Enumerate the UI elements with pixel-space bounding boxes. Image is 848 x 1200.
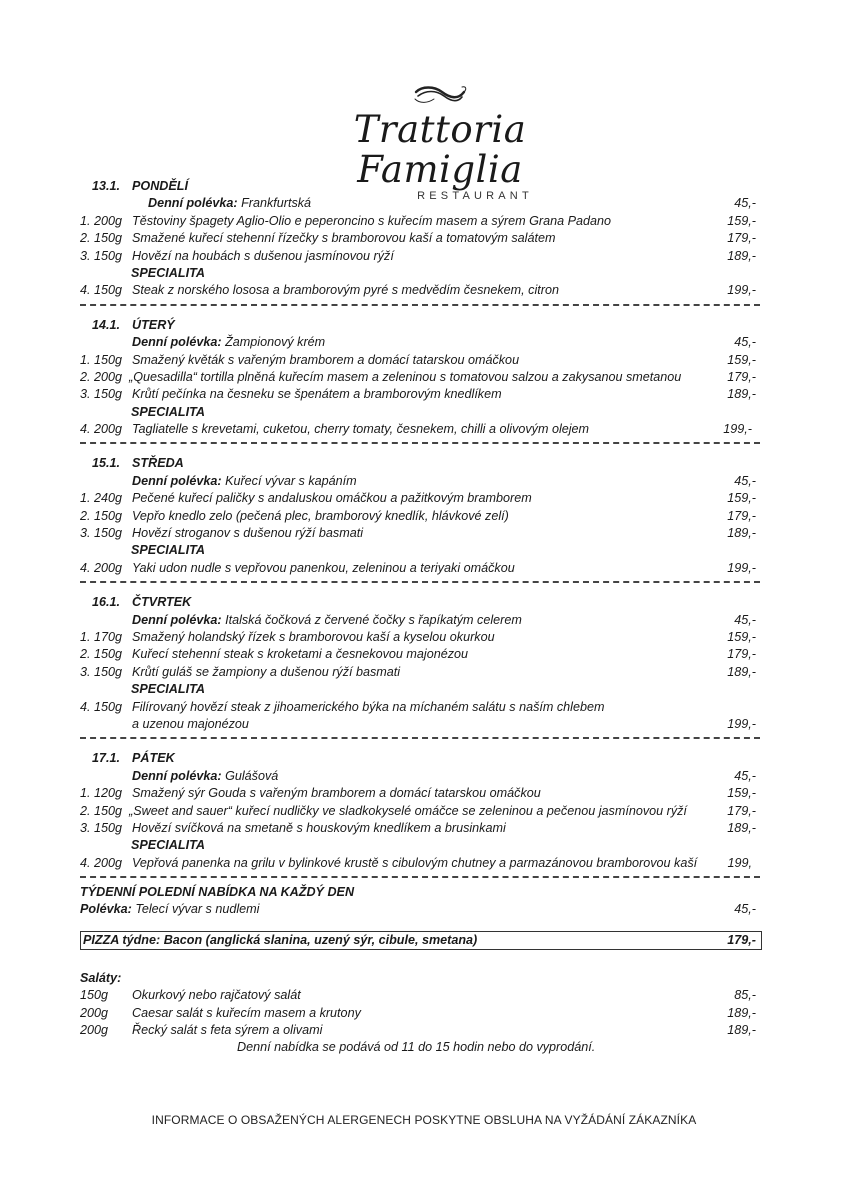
item-number-weight: 1. 200g bbox=[80, 213, 123, 228]
soup-text bbox=[132, 768, 278, 785]
menu-item bbox=[80, 785, 760, 802]
day-date: 15.1. bbox=[92, 456, 121, 471]
dashed-divider bbox=[80, 577, 760, 589]
soup-label: Denní polévka: bbox=[148, 196, 238, 211]
day-date: 17.1. bbox=[92, 751, 121, 766]
item-description: „Sweet and sauer“ kuřecí nudličky ve sladkokyselé omáčce se zeleninou a pečenou jasmínovou rýží bbox=[129, 803, 687, 818]
soup-price: 45,- bbox=[734, 196, 756, 211]
item-number-weight: 4. 200g bbox=[80, 422, 123, 437]
item-description: Smažený květák s vařeným bramborem a domácí tatarskou omáčkou bbox=[132, 352, 520, 367]
day-header bbox=[80, 317, 760, 334]
serving-hours-note: Denní nabídka se podává od 11 do 15 hodin nebo do vyprodání. bbox=[237, 1040, 596, 1055]
item-description: Filírovaný hovězí steak z jihoamerického býka na míchaném salátu s naším chlebem bbox=[132, 699, 605, 714]
menu-item bbox=[80, 646, 760, 663]
day-section-wednesday bbox=[80, 455, 760, 577]
day-section-monday bbox=[80, 178, 760, 300]
soup-text bbox=[132, 612, 522, 629]
menu-item bbox=[80, 664, 760, 681]
day-name: ČTVRTEK bbox=[132, 595, 192, 610]
salad-price: 189,- bbox=[727, 1005, 756, 1020]
item-number-weight: 2. 150g bbox=[80, 803, 123, 818]
special-label: SPECIALITA bbox=[131, 543, 205, 558]
item-price: 179,- bbox=[727, 508, 756, 523]
day-date: 13.1. bbox=[92, 179, 121, 193]
item-price: 179,- bbox=[727, 803, 756, 818]
item-number-weight: 3. 150g bbox=[80, 664, 123, 679]
special-item bbox=[80, 560, 760, 577]
weekly-heading: TÝDENNÍ POLEDNÍ NABÍDKA NA KAŽDÝ DEN bbox=[80, 885, 355, 900]
item-description: Pečené kuřecí paličky s andaluskou omáčkou a pažitkovým bramborem bbox=[132, 491, 532, 506]
special-label-row bbox=[80, 837, 760, 854]
item-price: 189,- bbox=[727, 387, 756, 402]
item-price: 179,- bbox=[727, 231, 756, 246]
item-description: Hovězí na houbách s dušenou jasmínovou rýží bbox=[132, 248, 394, 263]
pizza-price: 179,- bbox=[727, 932, 756, 947]
dashed-divider bbox=[80, 438, 760, 450]
dashed-divider bbox=[80, 733, 760, 745]
soup-row bbox=[80, 195, 760, 212]
item-description: „Quesadilla“ tortilla plněná kuřecím masem a zeleninou s tomatovou salzou a zakysanou smetanou bbox=[129, 369, 682, 384]
day-name: PONDĚLÍ bbox=[132, 179, 188, 193]
day-header bbox=[80, 455, 760, 472]
item-description: Smažený sýr Gouda s vařeným bramborem a domácí tatarskou omáčkou bbox=[132, 786, 541, 801]
item-number-weight: 4. 200g bbox=[80, 855, 123, 870]
item-description: Hovězí svíčková na smetaně s houskovým knedlíkem a brusinkami bbox=[132, 820, 506, 835]
item-price: 159,- bbox=[727, 213, 756, 228]
item-description: Vepřová panenka na grilu v bylinkové krustě s cibulovým chutney a parmazánovou bramborovou kaší bbox=[132, 855, 698, 870]
menu-item bbox=[80, 386, 760, 403]
soup-name: Frankfurtská bbox=[241, 196, 312, 211]
soup-price: 45,- bbox=[734, 612, 756, 627]
weekly-soup-label: Polévka: bbox=[80, 902, 132, 917]
item-number-weight: 3. 150g bbox=[80, 820, 123, 835]
item-number-weight: 3. 150g bbox=[80, 248, 123, 263]
weekly-offer bbox=[80, 884, 760, 919]
day-header bbox=[80, 178, 760, 195]
item-price: 189,- bbox=[727, 526, 756, 541]
soup-row bbox=[80, 612, 760, 629]
soup-price: 45,- bbox=[734, 768, 756, 783]
item-description-continued: a uzenou majonézou bbox=[132, 716, 249, 731]
day-name: ÚTERÝ bbox=[132, 317, 175, 332]
weekly-menu bbox=[80, 178, 760, 1057]
item-number-weight: 4. 150g bbox=[80, 283, 123, 298]
allergen-notice: INFORMACE O OBSAŽENÝCH ALERGENECH POSKYTNE OBSLUHA NA VYŽÁDÁNÍ ZÁKAZNÍKA bbox=[151, 1113, 697, 1127]
item-price: 199,- bbox=[723, 422, 752, 437]
item-price: 179,- bbox=[727, 369, 756, 384]
item-description: Smažený holandský řízek s bramborovou kaší a kyselou okurkou bbox=[132, 629, 495, 644]
menu-item bbox=[80, 213, 760, 230]
item-price: 199,- bbox=[727, 283, 756, 298]
salad-item bbox=[80, 987, 760, 1004]
item-number-weight: 2. 200g bbox=[80, 369, 123, 384]
special-label: SPECIALITA bbox=[131, 404, 205, 419]
special-label-row bbox=[80, 265, 760, 282]
item-number-weight: 4. 150g bbox=[80, 699, 123, 714]
item-price: 159,- bbox=[727, 352, 756, 367]
menu-item bbox=[80, 248, 760, 265]
soup-name: Gulášová bbox=[225, 768, 279, 783]
day-header bbox=[80, 750, 760, 767]
item-description: Vepřo knedlo zelo (pečená plec, bramborový knedlík, hlávkové zelí) bbox=[132, 508, 509, 523]
item-description: Yaki udon nudle s vepřovou panenkou, zeleninou a teriyaki omáčkou bbox=[132, 560, 515, 575]
salad-price: 189,- bbox=[727, 1023, 756, 1038]
day-date: 16.1. bbox=[92, 595, 121, 610]
special-item bbox=[80, 282, 760, 299]
salad-weight: 150g bbox=[80, 988, 109, 1003]
special-item bbox=[80, 421, 760, 438]
pizza-of-the-week bbox=[80, 931, 762, 950]
item-price: 189,- bbox=[727, 664, 756, 679]
item-number-weight: 1. 170g bbox=[80, 629, 123, 644]
weekly-soup-price: 45,- bbox=[734, 902, 756, 917]
menu-item bbox=[80, 629, 760, 646]
day-header bbox=[80, 594, 760, 611]
salad-price: 85,- bbox=[734, 988, 756, 1003]
item-description: Krůtí guláš se žampiony a dušenou rýží basmati bbox=[132, 664, 401, 679]
soup-text bbox=[148, 195, 311, 212]
day-section-friday bbox=[80, 750, 760, 872]
item-description: Krůtí pečínka na česneku se špenátem a bramborovým knedlíkem bbox=[132, 387, 502, 402]
special-item bbox=[80, 699, 760, 716]
day-section-thursday bbox=[80, 594, 760, 733]
item-price: 189,- bbox=[727, 248, 756, 263]
weekly-soup-name: Telecí vývar s nudlemi bbox=[135, 902, 260, 917]
item-number-weight: 1. 240g bbox=[80, 491, 123, 506]
special-label: SPECIALITA bbox=[131, 682, 205, 697]
item-number-weight: 2. 150g bbox=[80, 231, 123, 246]
soup-label: Denní polévka: bbox=[132, 335, 222, 350]
item-description: Steak z norského lososa a bramborovým pyré s medvědím česnekem, citron bbox=[132, 283, 559, 298]
salads-heading: Saláty: bbox=[80, 970, 122, 985]
soup-text bbox=[132, 334, 325, 351]
special-label-row bbox=[80, 681, 760, 698]
soup-name: Italská čočková z červené čočky s řapíkatým celerem bbox=[225, 612, 522, 627]
special-label-row bbox=[80, 404, 760, 421]
logo-title: Trattoria Famiglia bbox=[353, 108, 527, 191]
pizza-text: PIZZA týdne: Bacon (anglická slanina, uzený sýr, cibule, smetana) bbox=[83, 932, 478, 947]
item-number-weight: 1. 120g bbox=[80, 786, 123, 801]
special-label: SPECIALITA bbox=[131, 265, 205, 280]
item-number-weight: 4. 200g bbox=[80, 560, 123, 575]
item-description: Těstoviny špagety Aglio-Olio e peperoncino s kuřecím masem a sýrem Grana Padano bbox=[132, 213, 612, 228]
item-description: Smažené kuřecí stehenní řízečky s bramborovou kaší a tomatovým salátem bbox=[132, 231, 556, 246]
salad-weight: 200g bbox=[80, 1005, 109, 1020]
menu-item bbox=[80, 490, 760, 507]
flourish-icon bbox=[412, 84, 468, 106]
weekly-soup-row bbox=[80, 901, 760, 918]
salad-description: Caesar salát s kuřecím masem a krutony bbox=[132, 1005, 361, 1020]
day-name: PÁTEK bbox=[132, 751, 175, 766]
item-price: 199, bbox=[727, 855, 752, 870]
soup-price: 45,- bbox=[734, 335, 756, 350]
item-price: 159,- bbox=[727, 491, 756, 506]
special-label-row bbox=[80, 542, 760, 559]
soup-row bbox=[80, 334, 760, 351]
soup-label: Denní polévka: bbox=[132, 768, 222, 783]
soup-text bbox=[132, 473, 357, 490]
day-section-tuesday bbox=[80, 317, 760, 439]
salad-description: Řecký salát s feta sýrem a olivami bbox=[132, 1023, 323, 1038]
item-price: 159,- bbox=[727, 629, 756, 644]
soup-row bbox=[80, 768, 760, 785]
item-number-weight: 2. 150g bbox=[80, 647, 123, 662]
special-item-continued bbox=[80, 716, 760, 733]
soup-name: Žampionový krém bbox=[225, 335, 326, 350]
item-number-weight: 2. 150g bbox=[80, 508, 123, 523]
menu-item bbox=[80, 803, 760, 820]
salad-weight: 200g bbox=[80, 1023, 109, 1038]
soup-name: Kuřecí vývar s kapáním bbox=[225, 473, 357, 488]
item-price: 179,- bbox=[727, 647, 756, 662]
item-description: Tagliatelle s krevetami, cuketou, cherry tomaty, česnekem, chilli a olivovým olejem bbox=[132, 422, 590, 437]
salad-item bbox=[80, 1022, 760, 1039]
item-price: 199,- bbox=[727, 560, 756, 575]
item-price: 189,- bbox=[727, 820, 756, 835]
item-price: 199,- bbox=[727, 716, 756, 731]
salad-item bbox=[80, 1005, 760, 1022]
item-number-weight: 1. 150g bbox=[80, 352, 123, 367]
item-description: Hovězí stroganov s dušenou rýží basmati bbox=[132, 526, 363, 541]
day-name: STŘEDA bbox=[132, 456, 184, 471]
dashed-divider bbox=[80, 872, 760, 884]
special-item bbox=[80, 855, 760, 872]
item-price: 159,- bbox=[727, 786, 756, 801]
weekly-soup-text bbox=[80, 901, 259, 918]
logo-subtitle: RESTAURANT bbox=[417, 190, 533, 202]
soup-row bbox=[80, 473, 760, 490]
dashed-divider bbox=[80, 300, 760, 312]
item-description: Kuřecí stehenní steak s kroketami a česnekovou majonézou bbox=[132, 647, 469, 662]
soup-price: 45,- bbox=[734, 473, 756, 488]
menu-item bbox=[80, 230, 760, 247]
day-date: 14.1. bbox=[92, 317, 121, 332]
soup-label: Denní polévka: bbox=[132, 612, 222, 627]
item-number-weight: 3. 150g bbox=[80, 526, 123, 541]
menu-item bbox=[80, 369, 760, 386]
special-label: SPECIALITA bbox=[131, 838, 205, 853]
item-number-weight: 3. 150g bbox=[80, 387, 123, 402]
menu-item bbox=[80, 820, 760, 837]
soup-label: Denní polévka: bbox=[132, 473, 222, 488]
salad-description: Okurkový nebo rajčatový salát bbox=[132, 988, 301, 1003]
menu-item bbox=[80, 352, 760, 369]
menu-item bbox=[80, 525, 760, 542]
salads-section bbox=[80, 970, 760, 1057]
menu-item bbox=[80, 508, 760, 525]
